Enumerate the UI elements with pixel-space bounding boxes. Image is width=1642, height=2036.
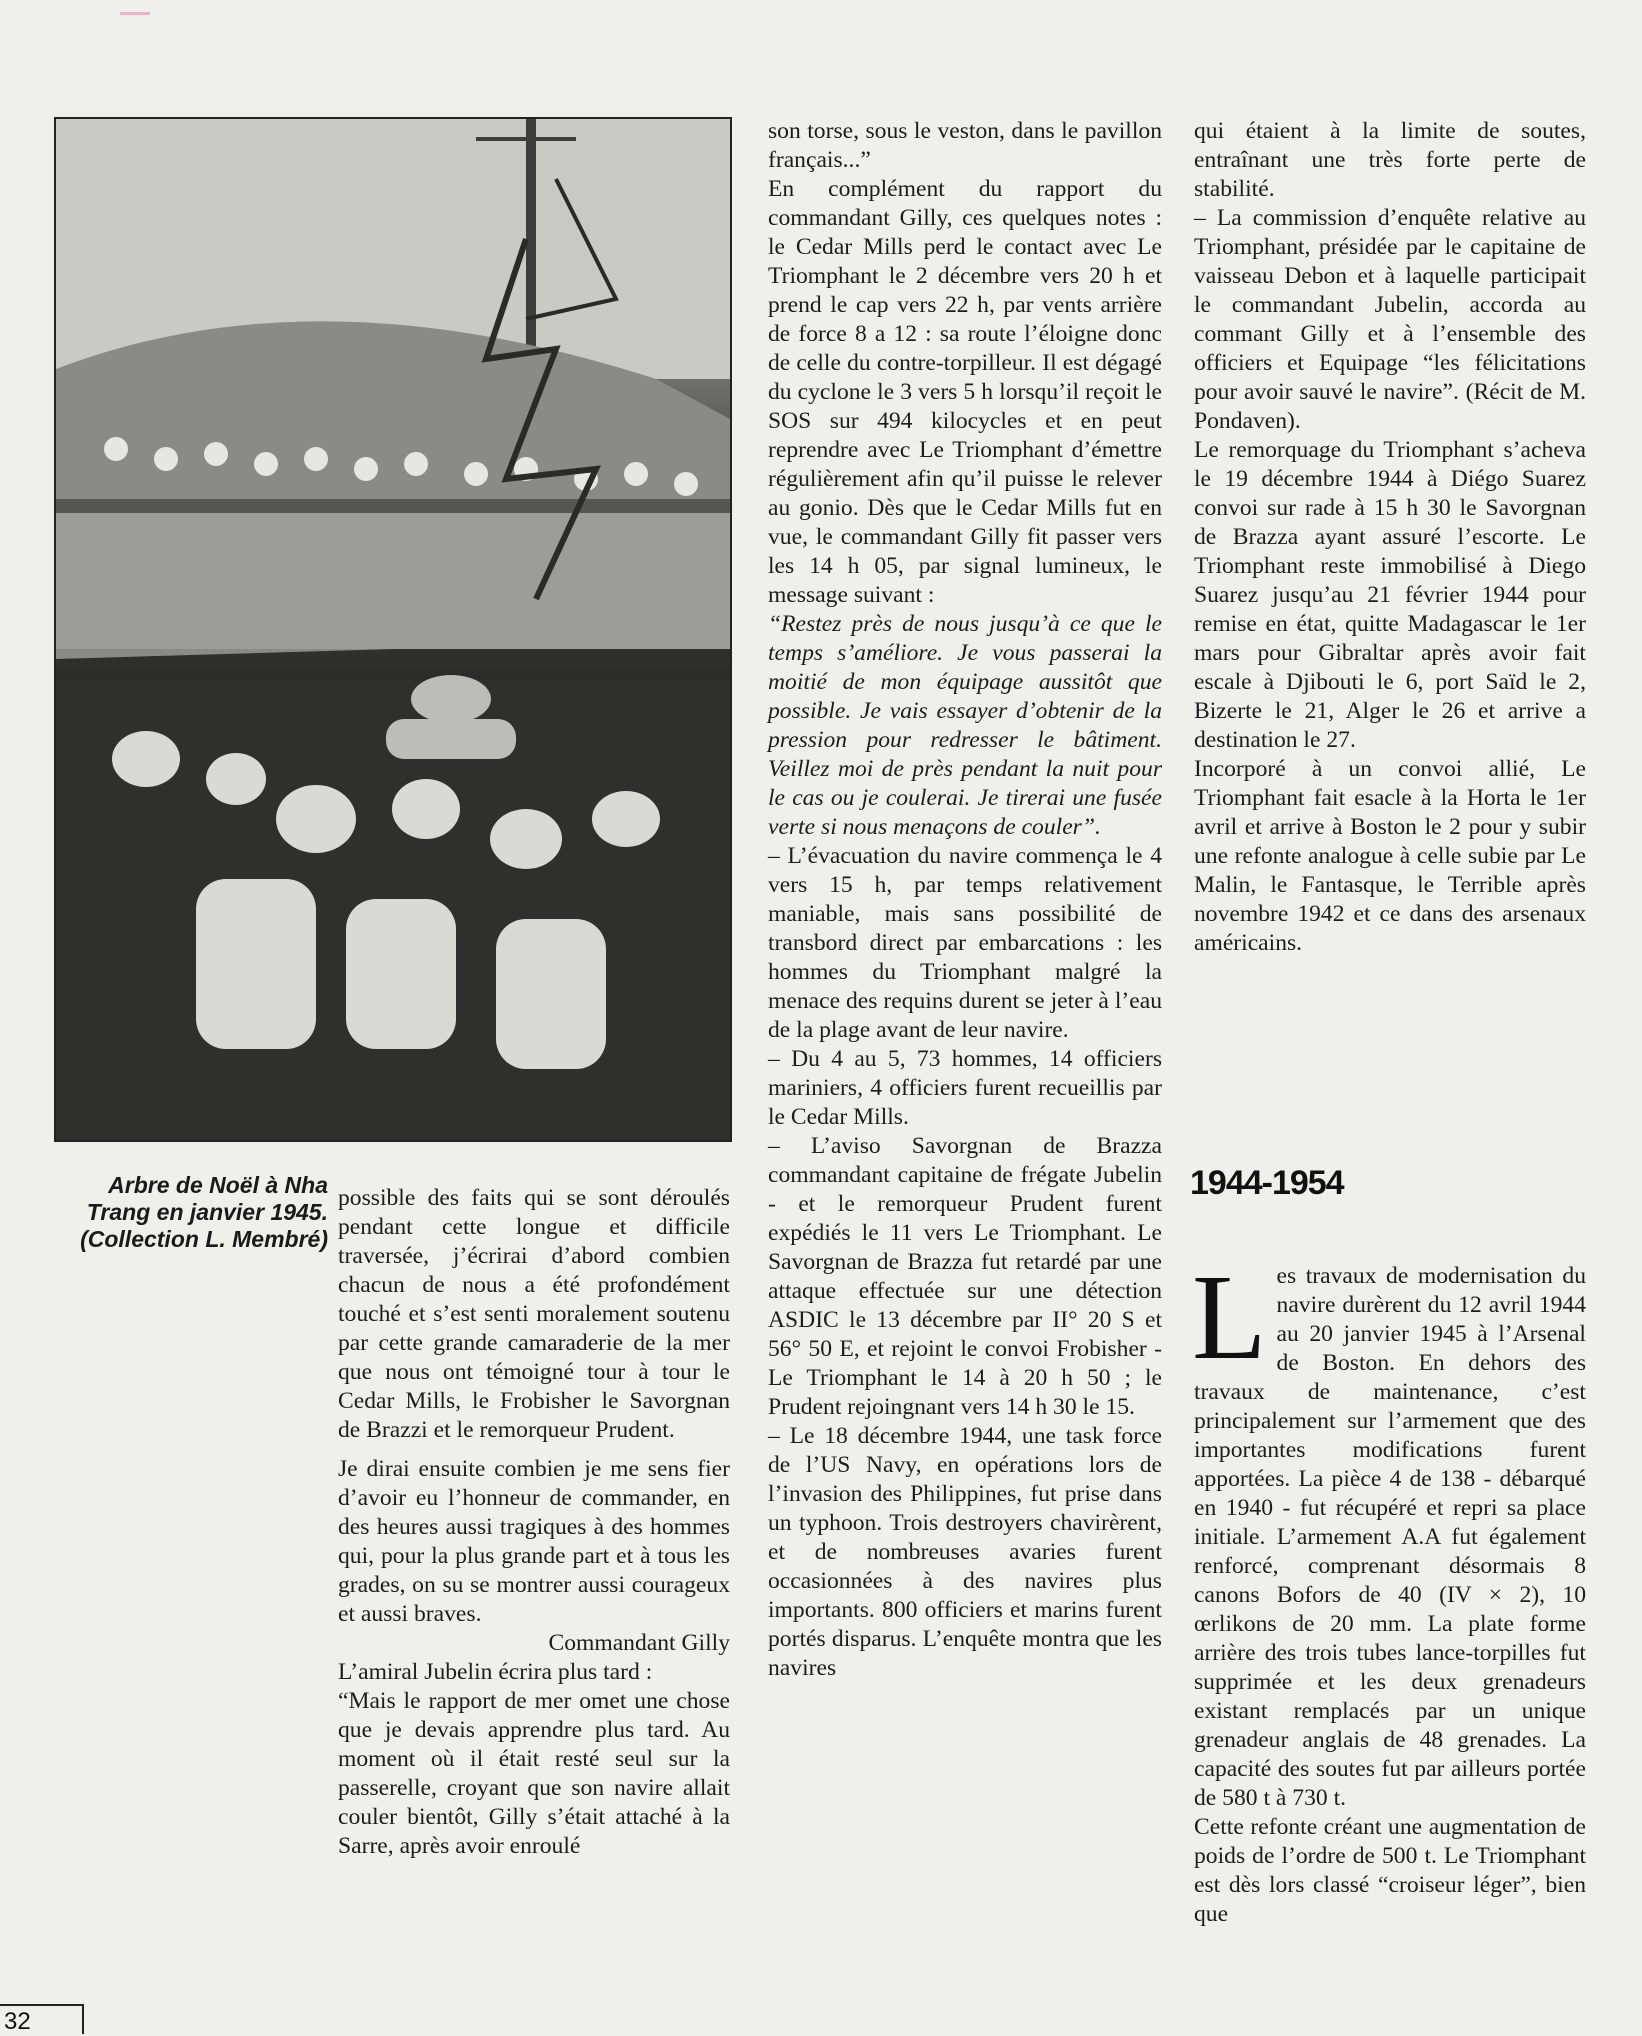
paragraph: son torse, sous le veston, dans le pavillon français...” (768, 118, 1162, 173)
paragraph: – L’évacuation du navire commença le 4 vers 15 h, par temps relativement maniable, mais sans possibilité de transbord direct par embarcations : les hommes du Triomphant malgré la menace des requins durent se jeter à l’eau de la plage avant de leur navire. (768, 843, 1162, 1043)
paragraph: L’amiral Jubelin écrira plus tard : (338, 1659, 653, 1685)
paragraph: – Du 4 au 5, 73 hommes, 14 officiers mariniers, 4 officiers furent recueillis par le Cedar Mills. (768, 1046, 1162, 1130)
quoted-message: “Restez près de nous jusqu’à ce que le temps s’améliore. Je vous passerai la moitié de mon équipage aussitôt que possible. Je vais essayer d’obtenir de la pression pour redresser le bâtiment. Veillez moi de près pendant la nuit pour le cas ou je coulerai. Je tirerai une fusée verte si nous menaçons de couler”. (768, 611, 1162, 840)
paragraph: Je dirai ensuite combien je me sens fier d’avoir eu l’honneur de commander, en des heures aussi tragiques à des hommes qui, pour la plus grande part et à tous les grades, on su se montrer aussi courageux et aussi braves. (338, 1456, 730, 1627)
signature: Commandant Gilly (548, 1630, 730, 1656)
right-text-column (1194, 117, 1586, 958)
paragraph: Le remorquage du Triomphant s’acheva le 19 décembre 1944 à Diégo Suarez convoi sur rade à 15 h 30 le Savorgnan de Brazza ayant assuré l’escorte. Le Triomphant reste immobilisé à Diego Suarez jusqu’au 21 février 1944 pour remise en état, quitte Madagascar le 1er mars pour Gibraltar après avoir fait escale à Djibouti le 6, port Saïd le 2, Bizerte le 21, Alger le 26 et arrive a destination le 27. (1194, 437, 1586, 753)
middle-text-column (768, 117, 1162, 1683)
paragraph: – Le 18 décembre 1944, une task force de l’US Navy, en opérations lors de l’invasion des Philippines, fut prise dans un typhoon. Trois destroyers chavirèrent, et de nombreuses avaries furent occasionnées à des navires plus importants. 800 officiers et marins furent portés disparus. L’enquête montra que les navires (768, 1423, 1162, 1681)
paragraph: – La commission d’enquête relative au Triomphant, présidée par le capitaine de vaisseau Debon et à laquelle participait le commandant Jubelin, accorda au commant Gilly et à l’ensemble des officiers et Equipage “les félicitations pour avoir sauvé le navire”. (Récit de M. Pondaven). (1194, 205, 1586, 434)
caption-line: Arbre de Noël à Nha (108, 1172, 328, 1198)
paragraph-text: es travaux de modernisation du navire durèrent du 12 avril 1944 au 20 janvier 1945 à l’Arsenal de Boston. En dehors des travaux de maintenance, c’est principalement sur l’armement que des importantes modifications furent apportées. La pièce 4 de 138 - débarqué en 1940 - fut récupéré et repri sa place initiale. L’armement A.A fut également renforcé, comprenant désormais 8 canons Bofors de 40 (IV × 2), 10 œrlikons de 20 mm. La plate forme arrière des trois tubes lance-torpilles fut supprimée et les deux grenadeurs existant remplacés par un unique grenadeur anglais de 48 grenades. La capacité des soutes fut par ailleurs portée de 580 t à 730 t. (1194, 1263, 1586, 1811)
section-text-column (1192, 1250, 1586, 1929)
paragraph: qui étaient à la limite de soutes, entraînant une très forte perte de stabilité. (1194, 118, 1586, 202)
photo-illustration (56, 119, 730, 1140)
paragraph: Incorporé à un convoi allié, Le Triomphant fait esacle à la Horta le 1er avril et arrive à Boston le 2 pour y subir une refonte analogue à celle subie par Le Malin, le Fantasque, le Terrible après novembre 1942 et ce dans des arsenaux américains. (1194, 756, 1586, 956)
caption-line: Trang en janvier 1945. (86, 1199, 328, 1225)
section-title: 1944-1954 (1190, 1164, 1344, 1202)
paragraph: possible des faits qui se sont déroulés pendant cette longue et difficile traversée, j’écrirai d’abord combien chacun de nous a été profondément touché et s’est senti moralement soutenu par cette grande camaraderie de la mer que nous ont témoigné tour à tour le Cedar Mills, le Frobisher le Savorgnan de Brazzi et le remorqueur Prudent. (338, 1185, 730, 1443)
paragraph: En complément du rapport du commandant Gilly, ces quelques notes : le Cedar Mills perd le contact avec Le Triomphant le 2 décembre vers 20 h et prend le cap vers 22 h, par vents arrière de force 8 a 12 : sa route l’éloigne donc de celle du contre-torpilleur. Il est dégagé du cyclone le 3 vers 5 h lorsqu’il reçoit le SOS sur 494 kilocycles et en peut reprendre avec Le Triomphant d’émettre régulièrement afin qu’il puisse le relever au gonio. Dès que le Cedar Mills fut en vue, le commandant Gilly fit passer vers les 14 h 05, par signal lumineux, le message suivant : (768, 176, 1162, 608)
left-text-column (338, 1184, 730, 1861)
paragraph: – L’aviso Savorgnan de Brazza commandant capitaine de frégate Jubelin - et le remorqueur Prudent furent expédiés le 11 vers Le Triomphant. Le Savorgnan de Brazza fut retardé par une attaque effectuée sur une détection ASDIC le 13 décembre par II° 20 S et 56° 50 E, et rejoint le convoi Frobisher - Le Triomphant le 14 à 20 h 50 ; le Prudent rejoingnant vers 14 h 30 le 15. (768, 1133, 1162, 1420)
page-number: 32 (0, 2004, 84, 2034)
paragraph: Cette refonte créant une augmentation de poids de l’ordre de 500 t. Le Triomphant est dès lors classé “croiseur léger”, bien que (1194, 1814, 1586, 1927)
paragraph (1192, 1250, 1586, 1813)
caption-line: (Collection L. Membré) (80, 1226, 328, 1252)
drop-cap: L (1192, 1250, 1267, 1385)
print-mark (120, 12, 150, 15)
photo-caption (38, 1172, 328, 1253)
christmas-tree-photo (54, 117, 732, 1142)
paragraph: “Mais le rapport de mer omet une chose que je devais apprendre plus tard. Au moment où il était resté seul sur la passerelle, croyant que son navire allait couler bientôt, Gilly s’était attaché à la Sarre, après avoir enroulé (338, 1688, 730, 1859)
